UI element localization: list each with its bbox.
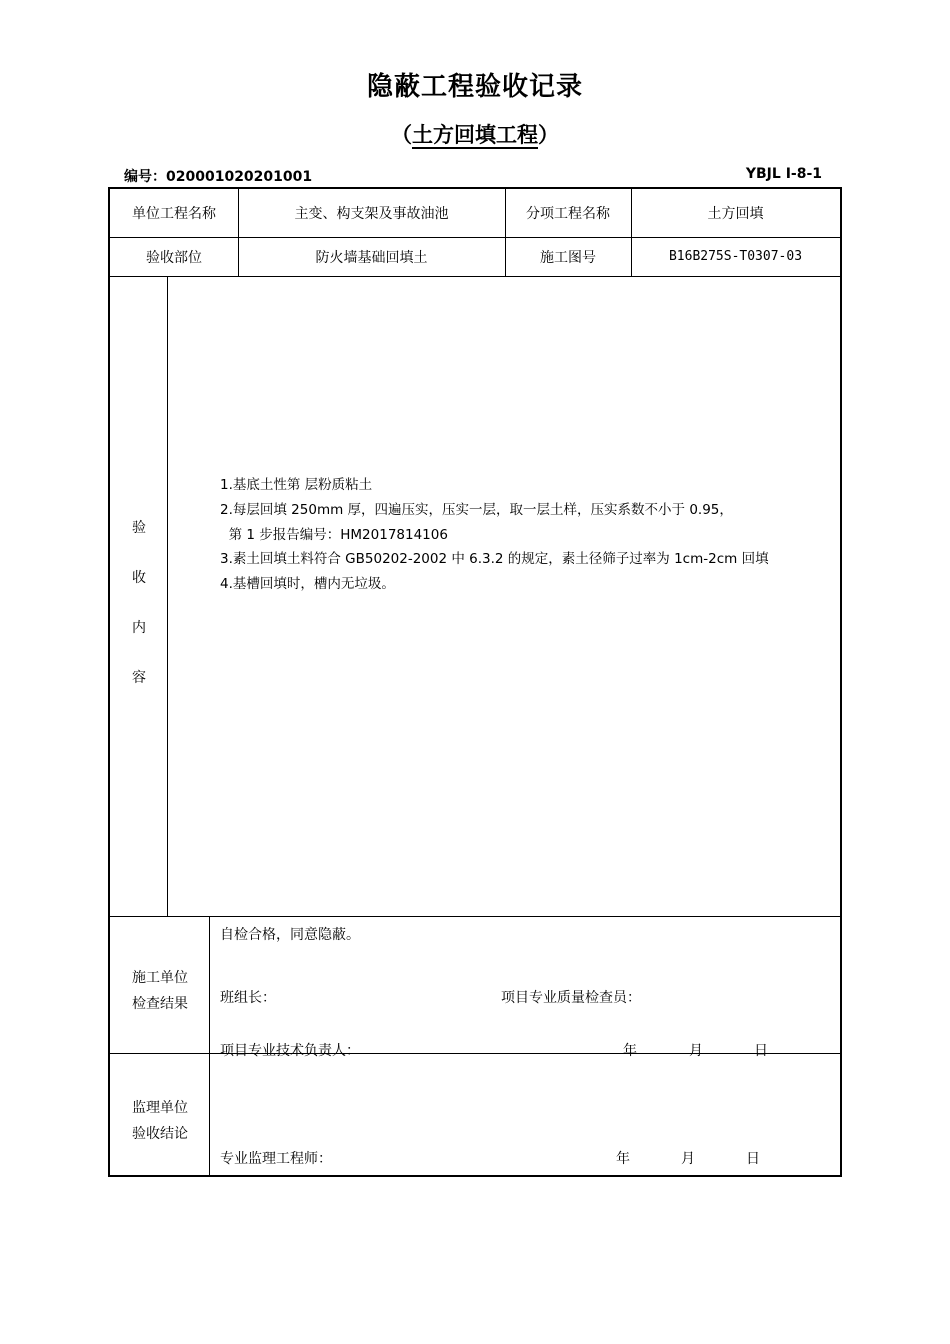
subtitle-text: 土方回填工程 [412,123,538,147]
construction-label-line2: 检查结果 [132,996,188,1012]
sub-project-value: 土方回填 [707,206,764,222]
content-line: 2.每层回填 250mm 厚，四遍压实，压实一层，取一层土样，压实系数不小于 0.95， [220,502,733,518]
subtitle-open-paren: （ [391,123,412,147]
supervision-engineer-label: 专业监理工程师： [220,1151,332,1167]
content-label-char: 内 [132,620,146,636]
content-label-char: 验 [132,520,146,536]
content-label-char: 收 [132,570,146,586]
inspection-part-label: 验收部位 [146,249,202,266]
team-leader-label: 班组长： [220,990,276,1006]
content-line: 第 1 步报告编号：HM2017814106 [220,527,448,543]
row-divider [110,916,840,917]
subtitle-close-paren: ） [538,123,559,147]
record-number: 编号：020001020201001 [124,169,313,185]
construction-day: 日 [754,1043,768,1059]
construction-year: 年 [623,1043,637,1059]
content-label-char: 容 [132,670,146,686]
supervision-label-line1: 监理单位 [132,1100,188,1116]
document-subtitle [0,119,950,149]
supervision-year: 年 [616,1151,630,1167]
tech-lead-label: 项目专业技术负责人： [220,1043,360,1059]
drawing-no-value: B16B275S-T0307-03 [668,249,803,264]
unit-project-label: 单位工程名称 [132,206,216,222]
sub-project-label: 分项工程名称 [526,206,610,222]
column-divider [167,276,168,916]
supervision-month: 月 [681,1151,695,1167]
construction-label-line1: 施工单位 [132,970,188,986]
content-line: 3.素土回填土料符合 GB50202-2002 中 6.3.2 的规定，素土径筛子过率为 1cm-2cm 回填 [220,551,769,567]
supervision-day: 日 [746,1151,760,1167]
supervision-label [110,1095,210,1147]
quality-inspector-label: 项目专业质量检查员： [501,990,641,1006]
unit-project-value: 主变、构支架及事故油池 [294,206,449,222]
content-line: 4.基槽回填时，槽内无垃圾。 [220,576,395,592]
form-code: YBJL Ⅰ-8-1 [745,166,822,182]
content-line: 1.基底土性第 层粉质粘土 [220,477,373,493]
self-check-result: 自检合格，同意隐蔽。 [220,927,360,943]
construction-check-label [110,965,210,1017]
row-divider [110,276,840,277]
document-title: 隐蔽工程验收记录 [366,72,583,102]
record-table [108,187,842,1177]
construction-month: 月 [689,1043,703,1059]
inspection-part-value: 防火墙基础回填土 [315,249,428,266]
supervision-label-line2: 验收结论 [132,1126,188,1142]
drawing-no-label: 施工图号 [540,249,596,266]
